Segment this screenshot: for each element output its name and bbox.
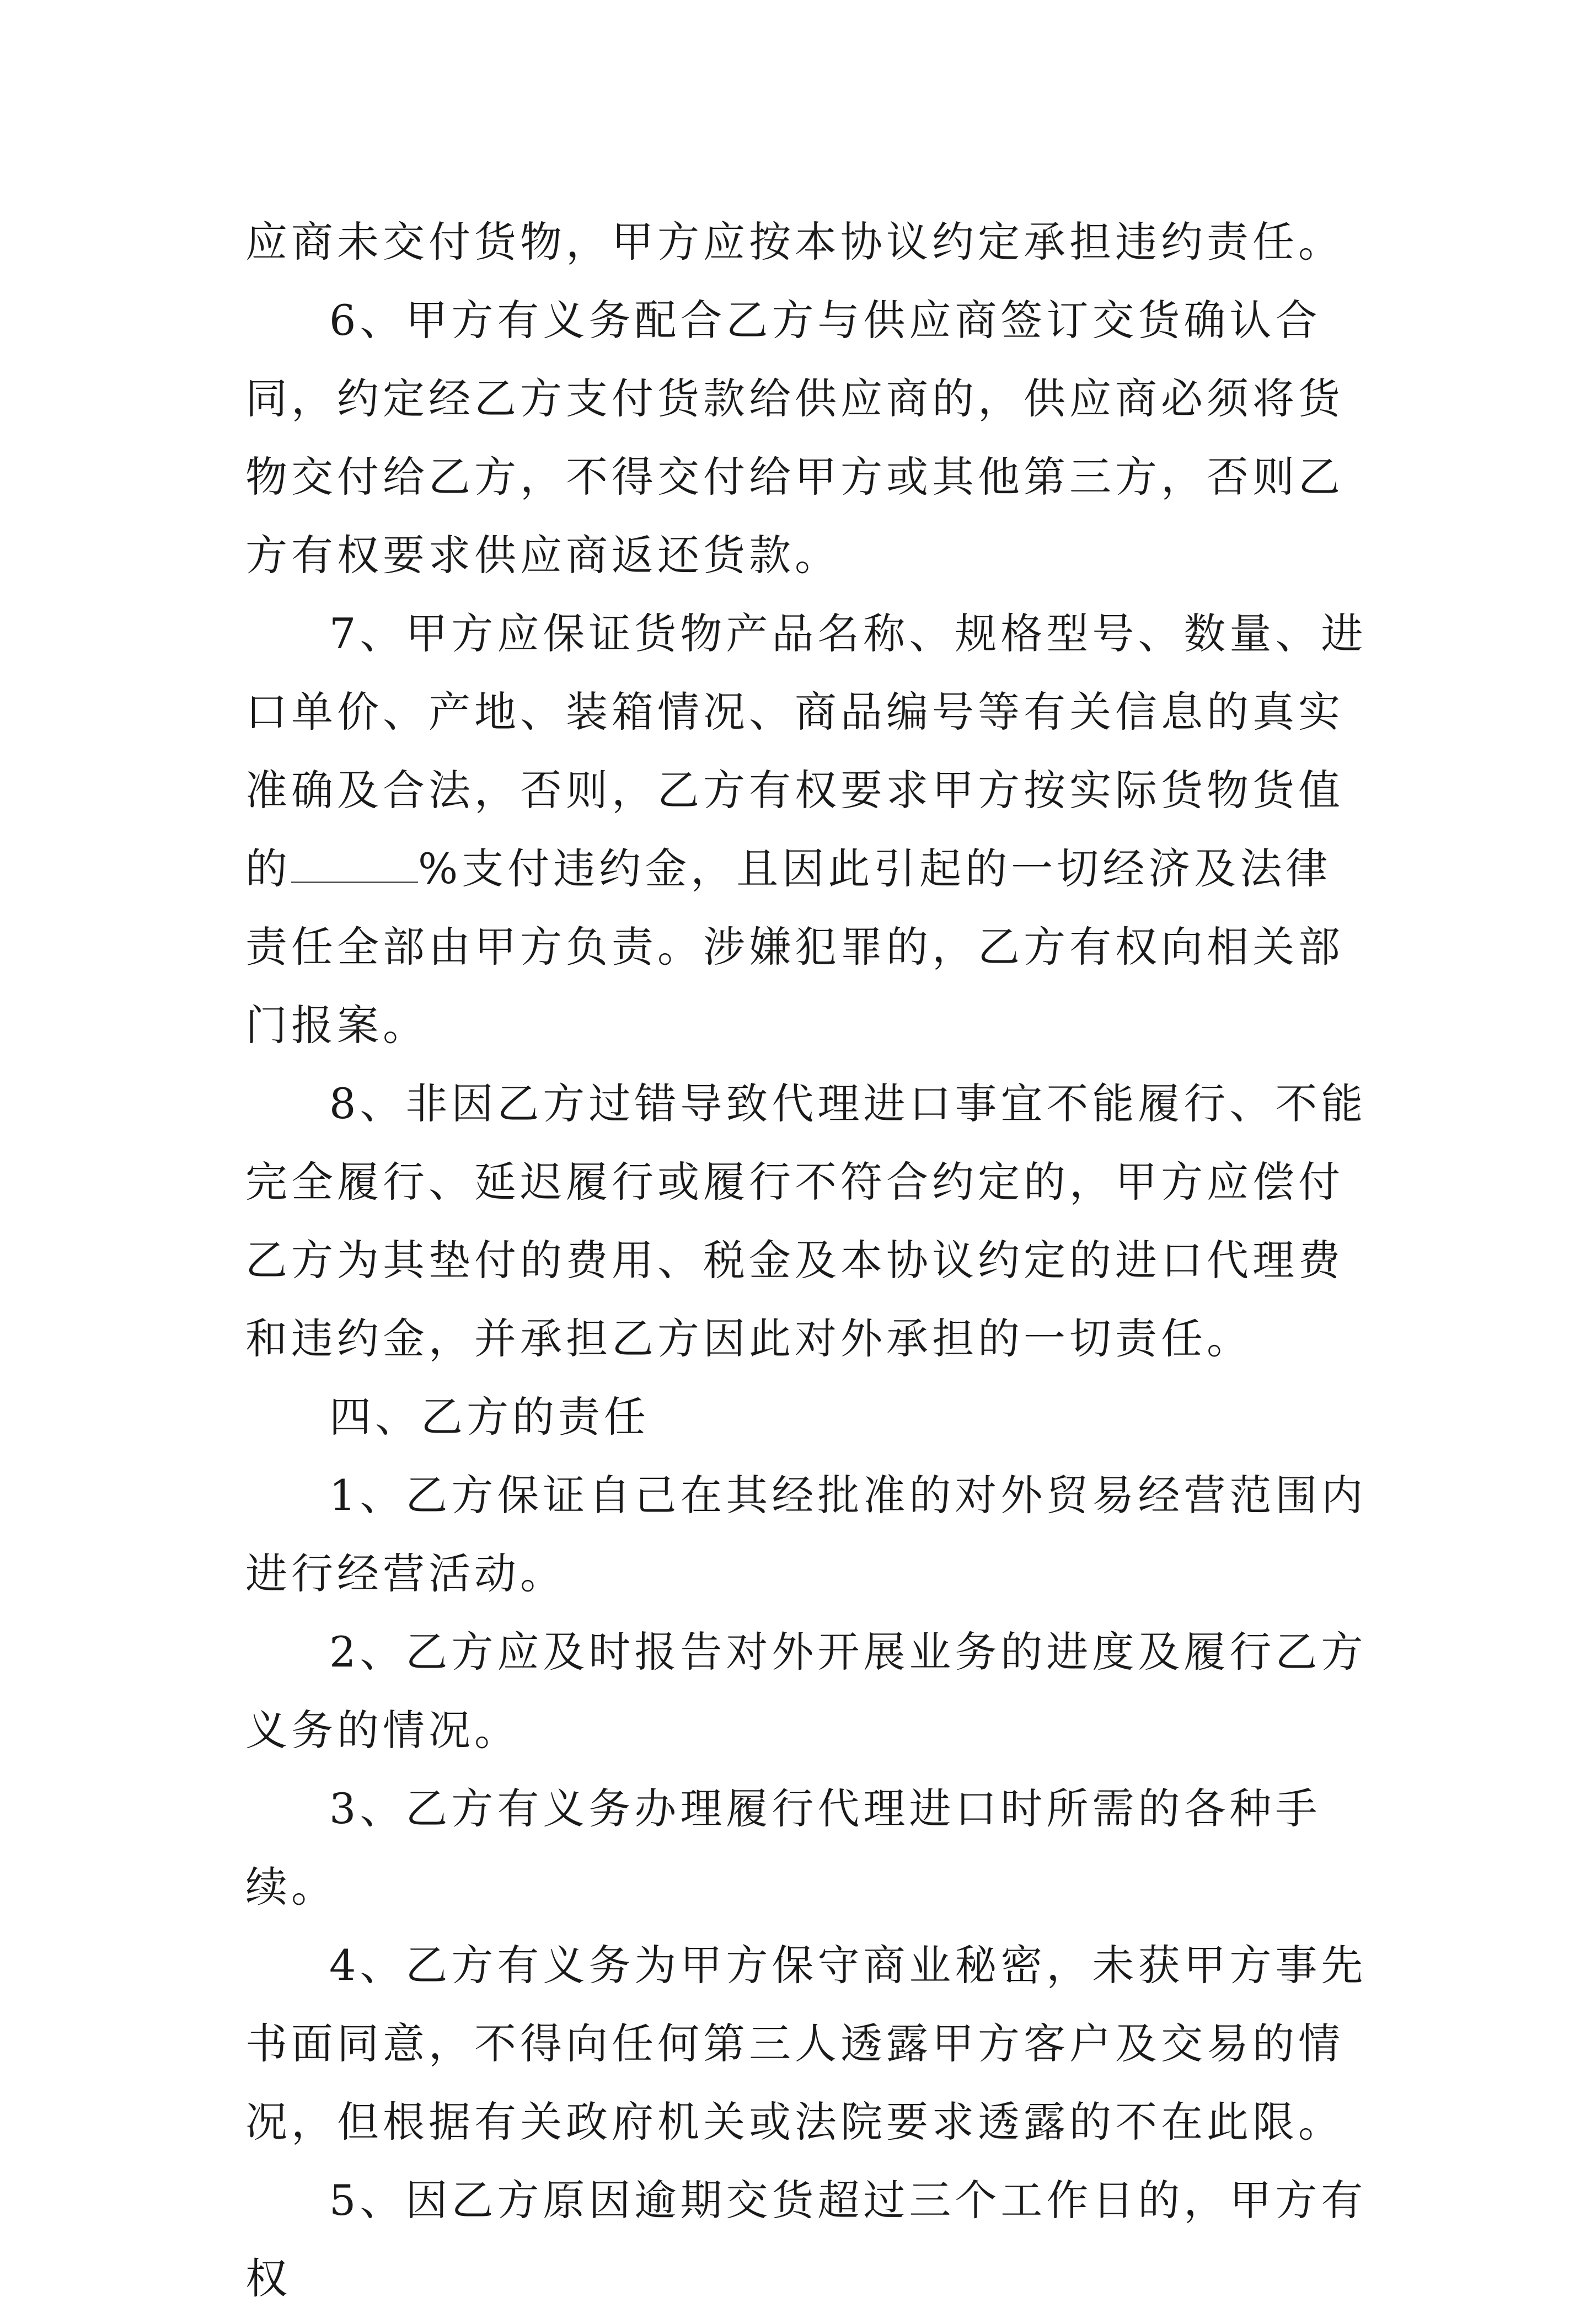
paragraph-b-clause-5: 5、因乙方原因逾期交货超过三个工作日的，甲方有权 — [245, 2176, 1367, 2303]
paragraph-clause-7 — [245, 595, 1376, 1065]
percentage-blank-line — [291, 843, 418, 883]
paragraph-b-clause-1: 1、乙方保证自己在其经批准的对外贸易经营范围内进行经营活动。 — [245, 1471, 1367, 1598]
paragraph-clause-8: 8、非因乙方过错导致代理进口事宜不能履行、不能完全履行、延迟履行或履行不符合约定的，甲方应偿付乙方为其垫付的费用、税金及本协议约定的进口代理费和违约金，并承担乙方因此对外承担的一切责任。 — [245, 1079, 1367, 1363]
paragraph-clause-6: 6、甲方有义务配合乙方与供应商签订交货确认合同，约定经乙方支付货款给供应商的，供应商必须将货物交付给乙方，不得交付给甲方或其他第三方，否则乙方有权要求供应商返还货款。 — [245, 296, 1344, 580]
clause-7-text-after-blank: %支付违约金，且因此引起的一切经济及法律责任全部由甲方负责。涉嫌犯罪的，乙方有权向相关部门报案。 — [245, 844, 1344, 1050]
paragraph-b-clause-2: 2、乙方应及时报告对外开展业务的进度及履行乙方义务的情况。 — [245, 1627, 1367, 1755]
section-heading-party-b-responsibility: 四、乙方的责任 — [329, 1392, 650, 1441]
document-page — [245, 203, 1376, 2318]
paragraph-b-clause-3: 3、乙方有义务办理履行代理进口时所需的各种手续。 — [245, 1784, 1321, 1911]
paragraph-b-clause-4: 4、乙方有义务为甲方保守商业秘密，未获甲方事先书面同意，不得向任何第三人透露甲方客户及交易的情况，但根据有关政府机关或法院要求透露的不在此限。 — [245, 1941, 1367, 2146]
paragraph-continuation: 应商未交付货物，甲方应按本协议约定承担违约责任。 — [245, 217, 1344, 266]
clause-7-text-before-blank: 7、甲方应保证货物产品名称、规格型号、数量、进口单价、产地、装箱情况、商品编号等有关信息的真实准确及合法，否则，乙方有权要求甲方按实际货物货值的 — [245, 609, 1367, 893]
